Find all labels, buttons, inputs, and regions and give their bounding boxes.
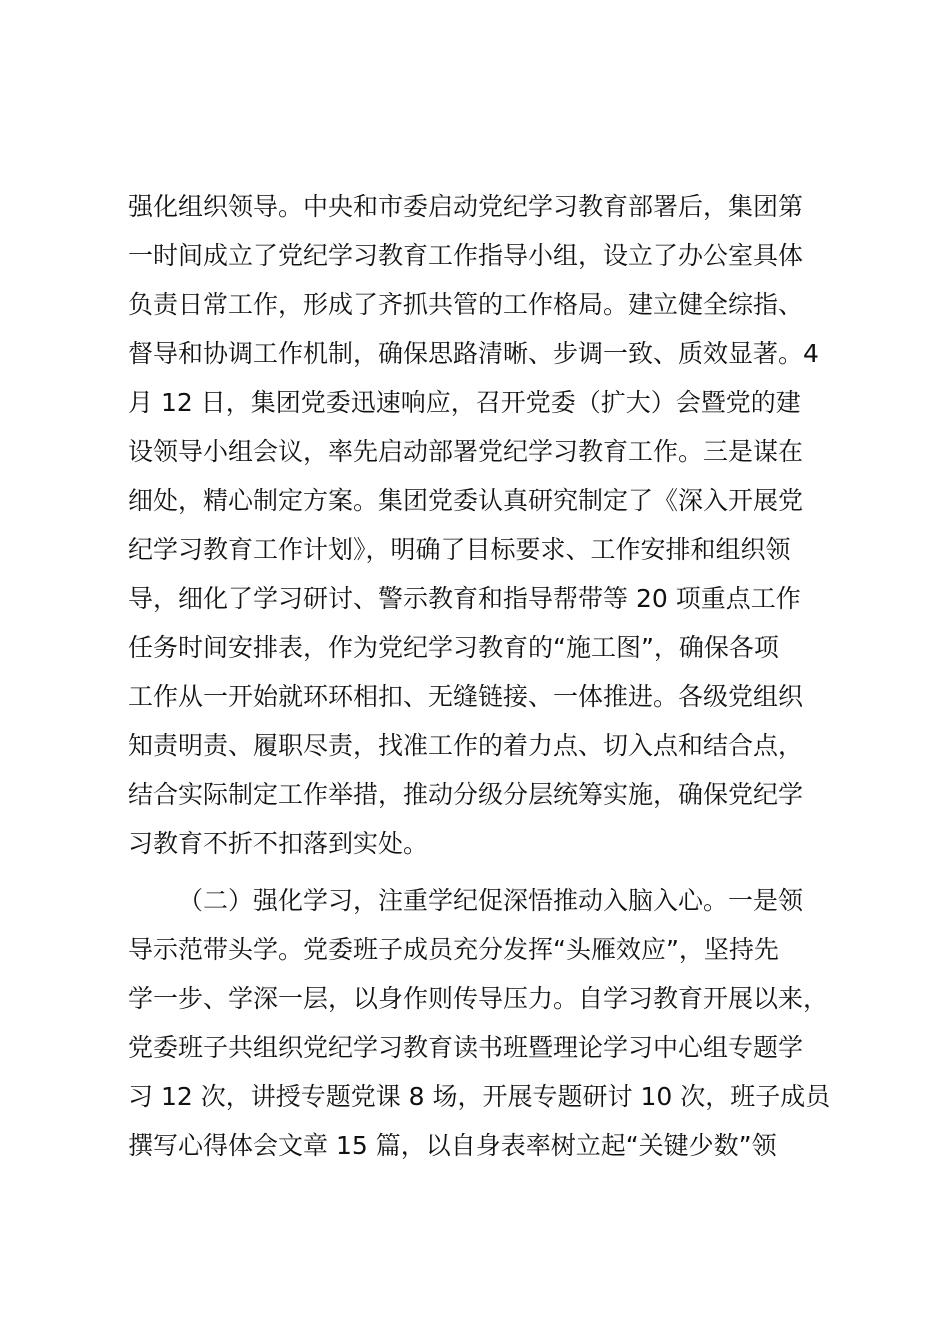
body-text-line: 督导和协调工作机制，确保思路清晰、步调一致、质效显著。4: [128, 339, 819, 368]
body-text-line: 导示范带头学。党委班子成员充分发挥“头雁效应”，坚持先: [128, 935, 779, 964]
body-text-line: 一时间成立了党纪学习教育工作指导小组，设立了办公室具体: [128, 241, 804, 270]
body-text-line: 撰写心得体会文章 15 篇，以自身表率树立起“关键少数”领: [128, 1131, 777, 1160]
body-text-line: 月 12 日，集团党委迅速响应，召开党委（扩大）会暨党的建: [128, 388, 801, 417]
body-text-line: 强化组织领导。中央和市委启动党纪学习教育部署后，集团第: [128, 192, 804, 221]
section-heading-line: （二）强化学习，注重学纪促深悟推动入脑入心。一是领: [178, 886, 804, 915]
body-text-line: 工作从一开始就环环相扣、无缝链接、一体推进。各级党组织: [128, 682, 804, 711]
body-text-line: 设领导小组会议，率先启动部署党纪学习教育工作。三是谋在: [128, 437, 804, 466]
body-text-line: 导，细化了学习研讨、警示教育和指导帮带等 20 项重点工作: [128, 584, 801, 613]
body-text-line: 任务时间安排表，作为党纪学习教育的“施工图”，确保各项: [128, 633, 779, 662]
body-text-line: 学一步、学深一层，以身作则传导压力。自学习教育开展以来，: [128, 984, 829, 1013]
body-text-line: 习教育不折不扣落到实处。: [128, 829, 429, 858]
body-text-line: 纪学习教育工作计划》，明确了目标要求、工作安排和组织领: [128, 535, 791, 564]
body-text-line: 党委班子共组织党纪学习教育读书班暨理论学习中心组专题学: [128, 1033, 804, 1062]
body-text-line: 细处，精心制定方案。集团党委认真研究制定了《深入开展党: [128, 486, 804, 515]
body-text-line: 负责日常工作，形成了齐抓共管的工作格局。建立健全综指、: [128, 290, 804, 319]
body-text-line: 结合实际制定工作举措，推动分级分层统筹实施，确保党纪学: [128, 780, 804, 809]
body-text-line: 习 12 次，讲授专题党课 8 场，开展专题研讨 10 次，班子成员: [128, 1082, 831, 1111]
body-text-line: 知责明责、履职尽责，找准工作的着力点、切入点和结合点，: [128, 731, 804, 760]
